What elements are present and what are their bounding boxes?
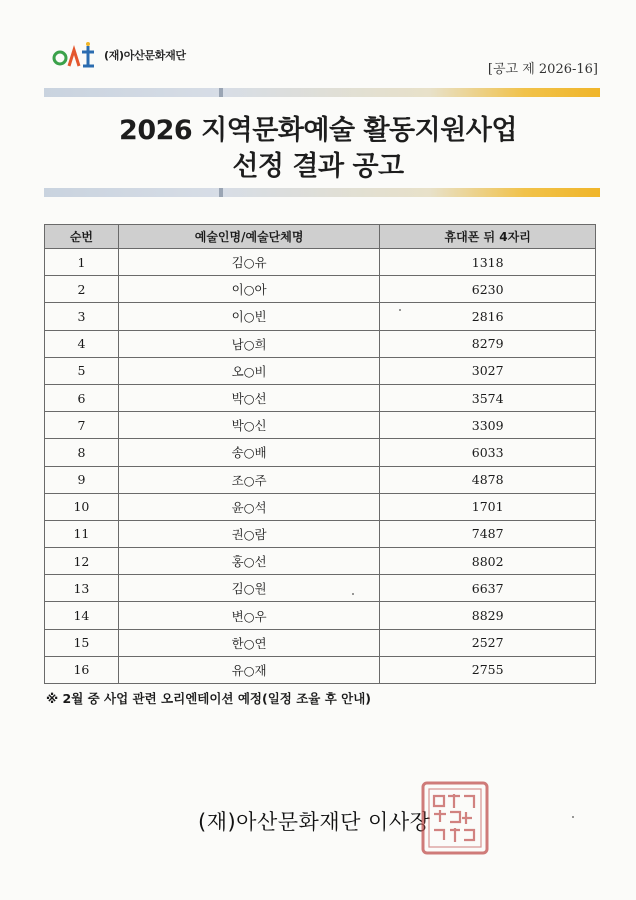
cell-phone: 8829 <box>380 602 596 629</box>
table-row <box>45 629 596 656</box>
table-row <box>45 412 596 439</box>
table-row <box>45 330 596 357</box>
scan-speck <box>352 593 354 595</box>
table-row <box>45 602 596 629</box>
asan-foundation-logo-icon <box>52 40 98 70</box>
cell-number: 3 <box>45 303 119 330</box>
decorative-band-top <box>44 88 600 97</box>
table-row <box>45 493 596 520</box>
column-header-name: 예술인명/예술단체명 <box>118 225 379 249</box>
cell-phone: 2816 <box>380 303 596 330</box>
cell-phone: 2527 <box>380 629 596 656</box>
cell-phone: 1701 <box>380 493 596 520</box>
table-row <box>45 384 596 411</box>
cell-number: 13 <box>45 575 119 602</box>
cell-number: 8 <box>45 439 119 466</box>
cell-number: 2 <box>45 276 119 303</box>
cell-number: 12 <box>45 548 119 575</box>
cell-phone: 3027 <box>380 357 596 384</box>
cell-name: 김○유 <box>118 249 379 276</box>
selection-result-table <box>44 224 596 684</box>
table-row <box>45 303 596 330</box>
cell-number: 7 <box>45 412 119 439</box>
column-header-number: 순번 <box>45 225 119 249</box>
cell-number: 16 <box>45 656 119 683</box>
cell-name: 이○빈 <box>118 303 379 330</box>
scan-speck <box>399 309 401 311</box>
cell-name: 홍○선 <box>118 548 379 575</box>
cell-name: 김○원 <box>118 575 379 602</box>
table-row <box>45 357 596 384</box>
official-seal-icon <box>420 780 490 856</box>
cell-phone: 6033 <box>380 439 596 466</box>
cell-number: 5 <box>45 357 119 384</box>
cell-phone: 8802 <box>380 548 596 575</box>
cell-phone: 3574 <box>380 384 596 411</box>
scan-speck <box>572 816 574 818</box>
cell-name: 윤○석 <box>118 493 379 520</box>
table-row <box>45 656 596 683</box>
cell-name: 권○람 <box>118 520 379 547</box>
table-row <box>45 548 596 575</box>
table-row <box>45 575 596 602</box>
cell-phone: 4878 <box>380 466 596 493</box>
table-row <box>45 520 596 547</box>
table-row <box>45 439 596 466</box>
org-logo-text: (재)아산문화재단 <box>104 49 186 62</box>
cell-number: 9 <box>45 466 119 493</box>
cell-name: 한○연 <box>118 629 379 656</box>
cell-number: 14 <box>45 602 119 629</box>
cell-name: 박○선 <box>118 384 379 411</box>
cell-number: 6 <box>45 384 119 411</box>
cell-phone: 6230 <box>380 276 596 303</box>
cell-name: 유○재 <box>118 656 379 683</box>
table-row <box>45 249 596 276</box>
page-title-line2: 선정 결과 공고 <box>232 151 404 182</box>
cell-number: 1 <box>45 249 119 276</box>
cell-phone: 6637 <box>380 575 596 602</box>
cell-name: 변○우 <box>118 602 379 629</box>
signer-name: (재)아산문화재단 이사장 <box>198 810 431 834</box>
cell-name: 조○주 <box>118 466 379 493</box>
page-title-line1: 2026 지역문화예술 활동지원사업 <box>119 115 517 146</box>
table-row <box>45 276 596 303</box>
cell-name: 송○배 <box>118 439 379 466</box>
cell-number: 15 <box>45 629 119 656</box>
notice-note: ※ 2월 중 사업 관련 오리엔테이션 예정(일정 조율 후 안내) <box>46 691 372 706</box>
cell-name: 남○희 <box>118 330 379 357</box>
cell-phone: 1318 <box>380 249 596 276</box>
notice-number: [공고 제 2026-16] <box>487 62 598 77</box>
org-logo <box>52 40 186 70</box>
cell-phone: 7487 <box>380 520 596 547</box>
cell-name: 이○아 <box>118 276 379 303</box>
cell-phone: 3309 <box>380 412 596 439</box>
cell-name: 오○비 <box>118 357 379 384</box>
cell-phone: 2755 <box>380 656 596 683</box>
cell-number: 11 <box>45 520 119 547</box>
column-header-phone: 휴대폰 뒤 4자리 <box>380 225 596 249</box>
cell-number: 4 <box>45 330 119 357</box>
decorative-band-bottom <box>44 188 600 197</box>
cell-phone: 8279 <box>380 330 596 357</box>
cell-name: 박○신 <box>118 412 379 439</box>
cell-number: 10 <box>45 493 119 520</box>
table-header-row <box>45 225 596 249</box>
table-row <box>45 466 596 493</box>
